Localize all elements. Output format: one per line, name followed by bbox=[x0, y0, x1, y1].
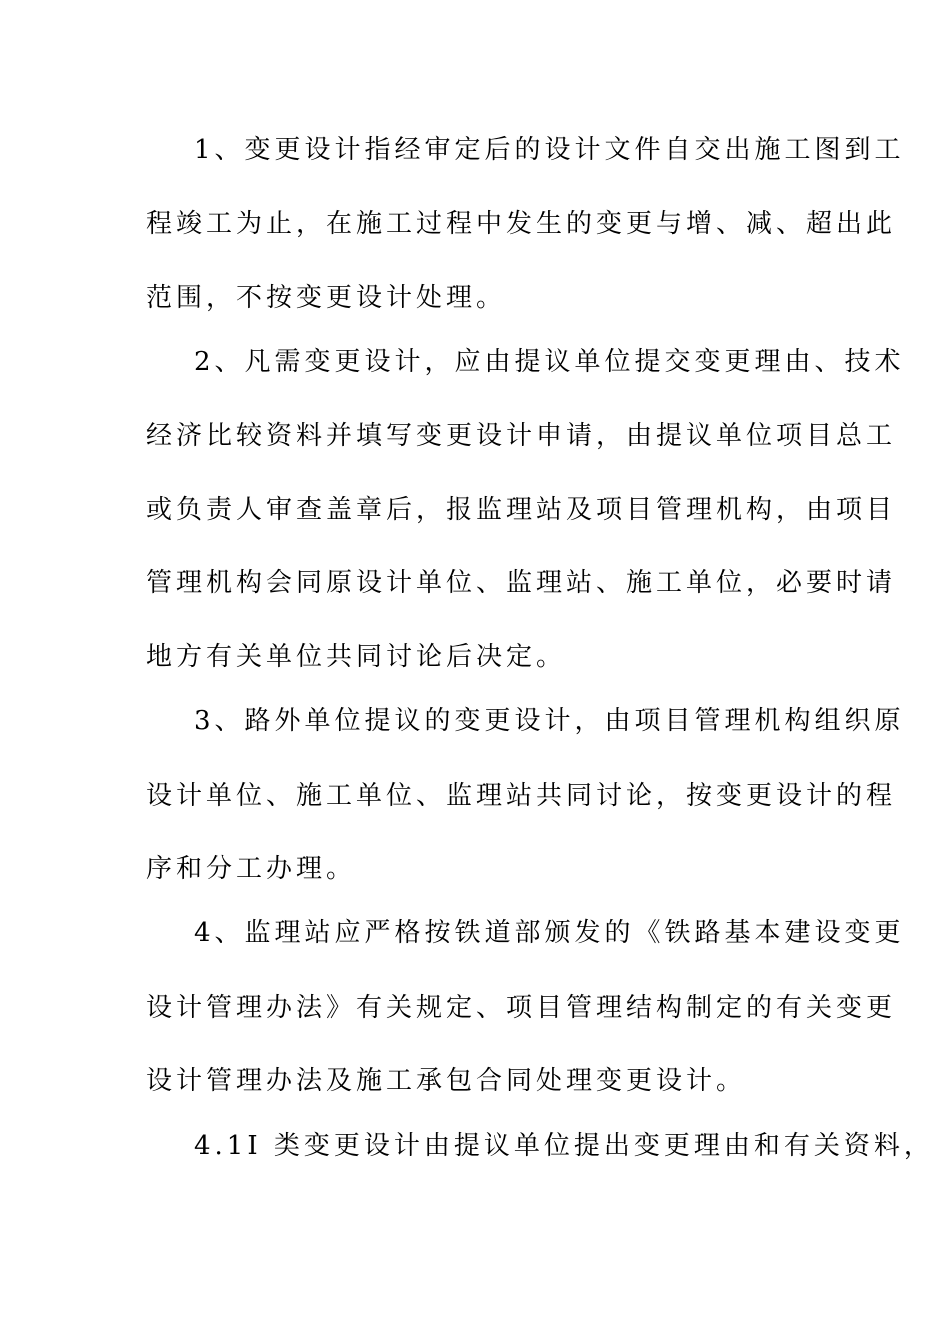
paragraph-1-line-1: 1、变更设计指经审定后的设计文件自交出施工图到工 bbox=[194, 135, 905, 165]
paragraph-4-line-3: 设计管理办法及施工承包合同处理变更设计。 bbox=[146, 1066, 747, 1096]
paragraph-3-line-2: 设计单位、施工单位、监理站共同讨论，按变更设计的程 bbox=[146, 781, 897, 811]
paragraph-2-line-5: 地方有关单位共同讨论后决定。 bbox=[146, 642, 567, 672]
paragraph-2-line-1: 2、凡需变更设计，应由提议单位提交变更理由、技术 bbox=[194, 347, 905, 377]
paragraph-3-line-3: 序和分工办理。 bbox=[146, 854, 357, 884]
paragraph-4-line-1: 4、监理站应严格按铁道部颁发的《铁路基本建设变更 bbox=[194, 918, 905, 948]
paragraph-1-line-3: 范围，不按变更设计处理。 bbox=[146, 283, 507, 313]
paragraph-5-line-1: 4.1I 类变更设计由提议单位提出变更理由和有关资料， bbox=[194, 1131, 934, 1161]
paragraph-4-line-2: 设计管理办法》有关规定、项目管理结构制定的有关变更 bbox=[146, 993, 897, 1023]
paragraph-2-line-4: 管理机构会同原设计单位、监理站、施工单位，必要时请 bbox=[146, 568, 897, 598]
paragraph-3-line-1: 3、路外单位提议的变更设计，由项目管理机构组织原 bbox=[194, 706, 905, 736]
paragraph-1-line-2: 程竣工为止，在施工过程中发生的变更与增、减、超出此 bbox=[146, 209, 897, 239]
paragraph-2-line-3: 或负责人审查盖章后，报监理站及项目管理机构，由项目 bbox=[146, 495, 897, 525]
paragraph-2-line-2: 经济比较资料并填写变更设计申请，由提议单位项目总工 bbox=[146, 421, 897, 451]
